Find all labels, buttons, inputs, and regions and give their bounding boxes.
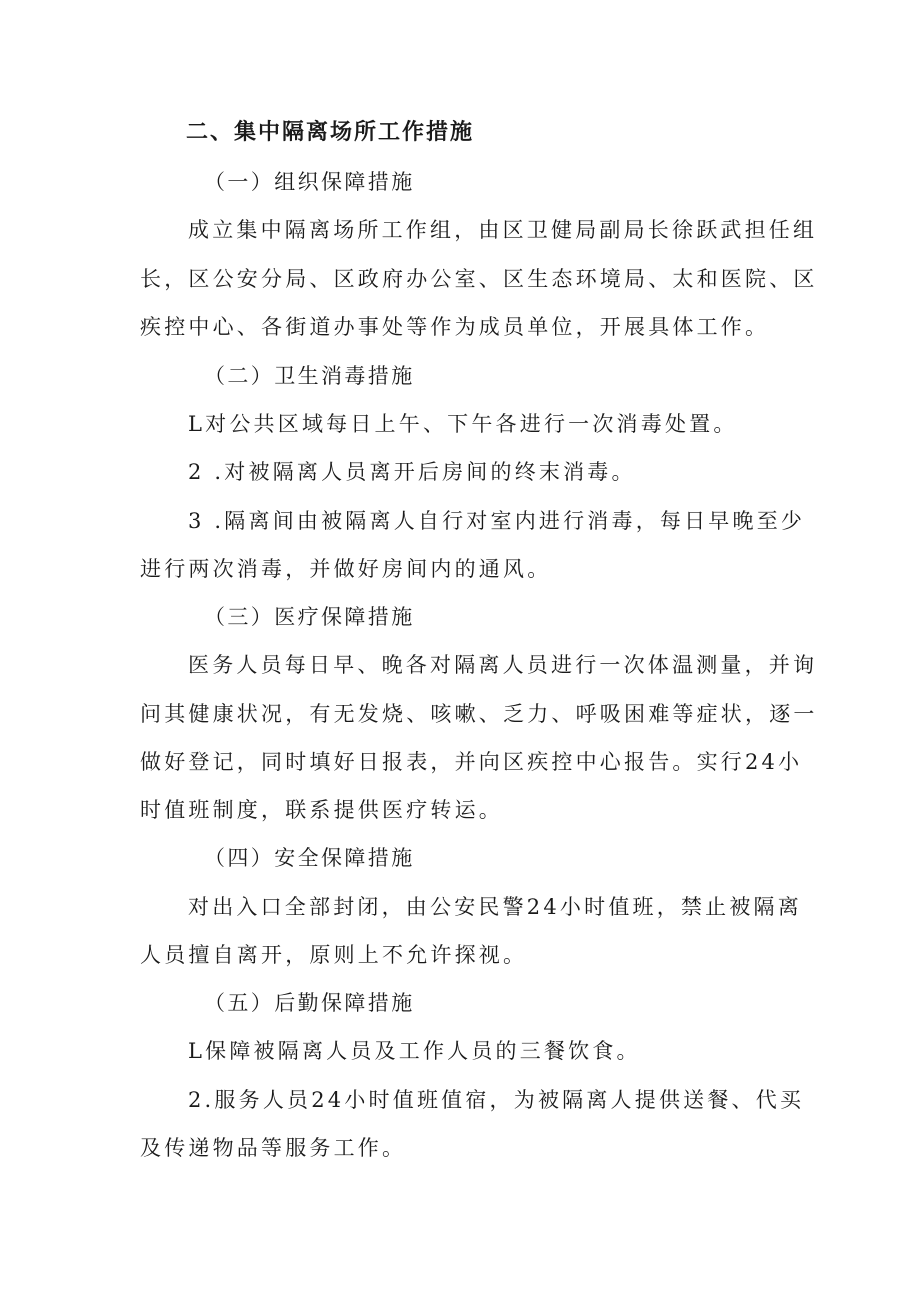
- paragraph-line: 及传递物品等服务工作。: [140, 1136, 407, 1160]
- paragraph-line: 人员擅自离开，原则上不允许探视。: [140, 943, 528, 967]
- paragraph-line: 对出入口全部封闭，由公安民警24小时值班，禁止被隔离: [188, 895, 802, 919]
- paragraph-line: 进行两次消毒，并做好房间内的通风。: [140, 557, 552, 581]
- paragraph-line: 问其健康状况，有无发烧、咳嗽、乏力、呼吸困难等症状，逐一: [140, 702, 818, 726]
- paragraph-line: 3 .隔离间由被隔离人自行对室内进行消毒，每日早晚至少: [188, 509, 806, 533]
- paragraph-line: 2 .对被隔离人员离开后房间的终末消毒。: [188, 460, 636, 484]
- paragraph-line: 医务人员每日早、晚各对隔离人员进行一次体温测量，并询: [188, 653, 818, 677]
- paragraph-line: L对公共区域每日上午、下午各进行一次消毒处置。: [188, 412, 738, 436]
- subsection-title-4: （四）安全保障措施: [204, 846, 415, 870]
- subsection-title-5: （五）后勤保障措施: [204, 991, 415, 1015]
- subsection-title-2: （二）卫生消毒措施: [204, 364, 415, 388]
- paragraph-line: 时值班制度，联系提供医疗转运。: [140, 798, 503, 822]
- paragraph-line: 2.服务人员24小时值班值宿，为被隔离人提供送餐、代买: [188, 1088, 805, 1112]
- paragraph-line: 成立集中隔离场所工作组，由区卫健局副局长徐跃武担任组: [188, 218, 818, 242]
- subsection-title-1: （一）组织保障措施: [204, 170, 415, 194]
- paragraph-line: L保障被隔离人员及工作人员的三餐饮食。: [188, 1039, 641, 1063]
- section-title: 二、集中隔离场所工作措施: [186, 120, 475, 145]
- paragraph-line: 做好登记，同时填好日报表，并向区疾控中心报告。实行24小: [140, 750, 803, 774]
- subsection-title-3: （三）医疗保障措施: [204, 605, 415, 629]
- paragraph-line: 疾控中心、各街道办事处等作为成员单位，开展具体工作。: [140, 315, 770, 339]
- paragraph-line: 长，区公安分局、区政府办公室、区生态环境局、太和医院、区: [140, 267, 818, 291]
